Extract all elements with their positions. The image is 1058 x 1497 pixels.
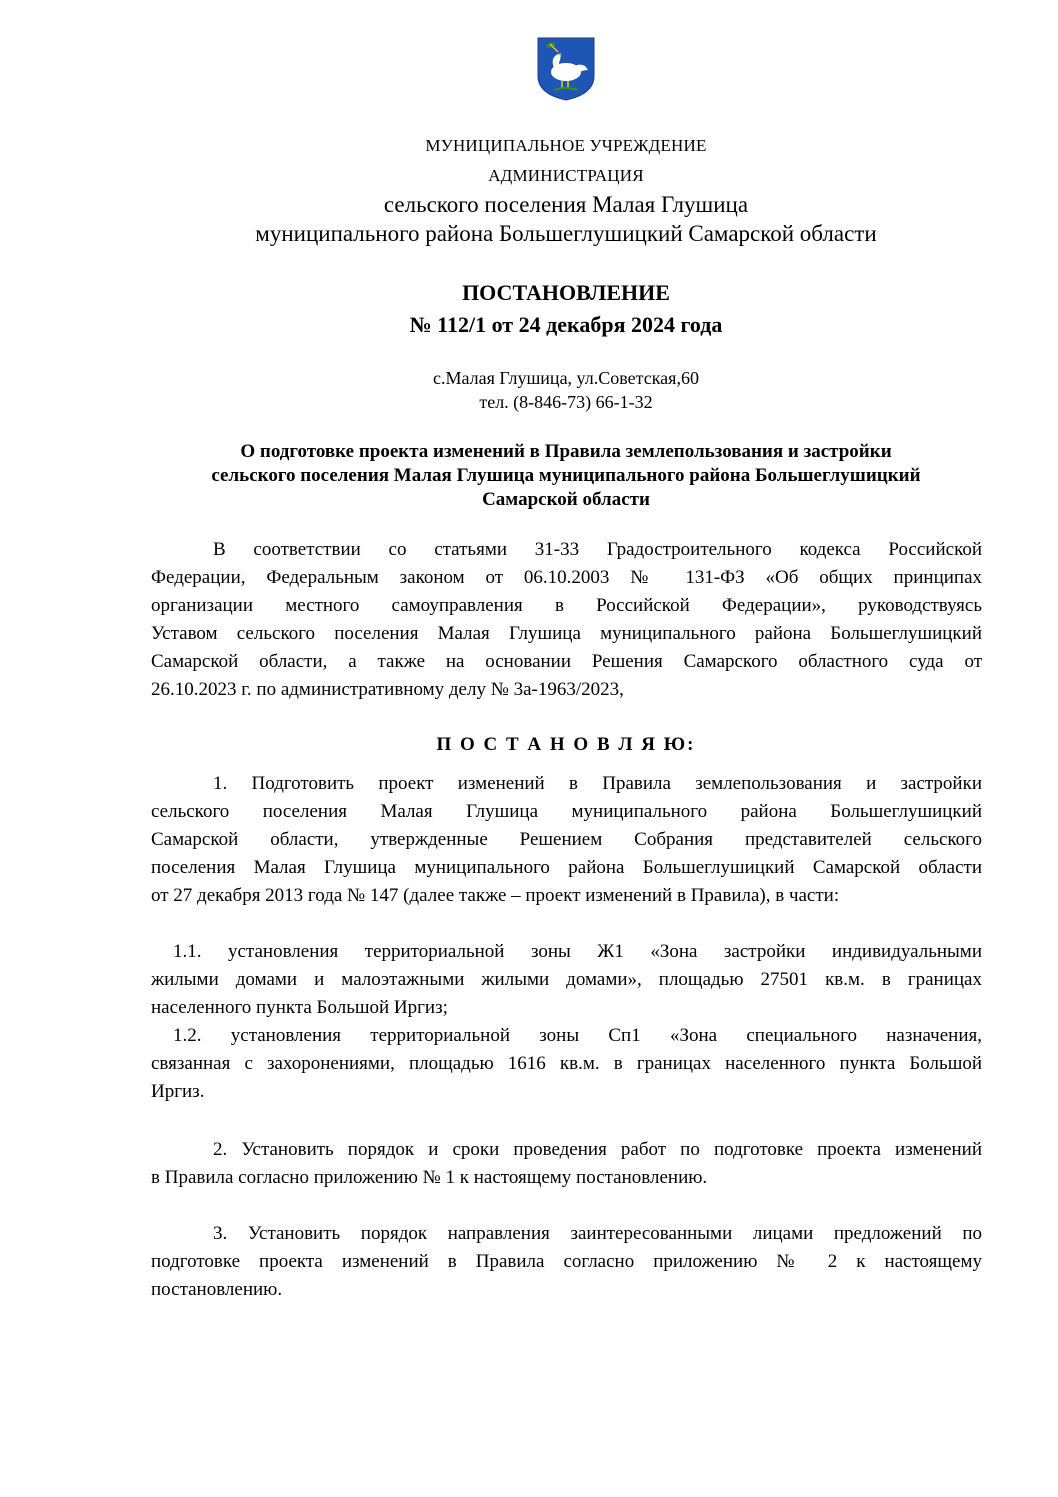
preamble-line: В соответствии со статьями 31-33 Градостроительного кодекса Российской <box>213 539 982 560</box>
address-line: с.Малая Глушица, ул.Советская,60 <box>433 368 699 388</box>
item-1-2-line: связанная с захоронениями, площадью 1616 кв.м. в границах населенного пункта Большой <box>151 1053 982 1074</box>
item-1-2-line: 1.2. установления территориальной зоны Сп1 «Зона специального назначения, <box>173 1025 982 1046</box>
document-number-date: № 112/1 от 24 декабря 2024 года <box>409 312 723 337</box>
resolve-heading: П О С Т А Н О В Л Я Ю: <box>436 734 696 755</box>
item-1-line: Самарской области, утвержденные Решением Собрания представителей сельского <box>151 829 982 850</box>
subject-heading <box>150 440 982 512</box>
item-1-2-line: Иргиз. <box>151 1081 205 1102</box>
item-3-line: 3. Установить порядок направления заинтересованными лицами предложений по <box>213 1223 982 1244</box>
preamble-line: Федерации, Федеральным законом от 06.10.2003 № 131-ФЗ «Об общих принципах <box>151 567 982 588</box>
item-1-1-line: населенного пункта Большой Иргиз; <box>151 997 448 1018</box>
item-1-line: поселения Малая Глушица муниципального района Большеглушицкий Самарской области <box>151 857 982 878</box>
document-type-title: ПОСТАНОВЛЕНИЕ <box>462 280 670 305</box>
phone-line: тел. (8-846-73) 66-1-32 <box>479 392 653 412</box>
item-1-1-line: жилыми домами и малоэтажными жилыми домами», площадью 27501 кв.м. в границах <box>151 969 982 990</box>
item-1-1-line: 1.1. установления территориальной зоны Ж1 «Зона застройки индивидуальными <box>173 941 982 962</box>
preamble-line: Самарской области, а также на основании Решения Самарского областного суда от <box>151 651 982 672</box>
item-1-paragraph <box>151 770 982 910</box>
item-2-paragraph <box>151 1136 982 1192</box>
item-2-line: в Правила согласно приложению № 1 к настоящему постановлению. <box>151 1167 708 1188</box>
preamble-paragraph <box>151 536 982 704</box>
item-1-line: 1. Подготовить проект изменений в Правила землепользования и застройки <box>213 773 982 794</box>
item-3-paragraph <box>151 1220 982 1304</box>
item-3-line: подготовке проекта изменений в Правила согласно приложению № 2 к настоящему <box>151 1251 982 1272</box>
org-line-municipal-institution: МУНИЦИПАЛЬНОЕ УЧРЕЖДЕНИЕ <box>425 136 707 155</box>
subject-line: Самарской области <box>482 489 650 510</box>
item-1-1-paragraph <box>151 938 982 1022</box>
item-1-2-paragraph <box>151 1022 982 1106</box>
org-line-administration: АДМИНИСТРАЦИЯ <box>488 166 644 185</box>
preamble-line: организации местного самоуправления в Российской Федерации», руководствуясь <box>151 595 982 616</box>
item-3-line: постановлению. <box>151 1279 283 1300</box>
preamble-line: Уставом сельского поселения Малая Глушица муниципального района Большеглушицкий <box>151 623 982 644</box>
org-line-settlement: сельского поселения Малая Глушица <box>383 192 749 217</box>
item-1-line: сельского поселения Малая Глушица муниципального района Большеглушицкий <box>151 801 982 822</box>
item-1-line: от 27 декабря 2013 года № 147 (далее также – проект изменений в Правила), в части: <box>151 885 840 906</box>
coat-of-arms-icon <box>536 36 596 102</box>
subject-line: О подготовке проекта изменений в Правила землепользования и застройки <box>240 441 892 462</box>
org-line-district: муниципального района Большеглушицкий Самарской области <box>255 221 877 246</box>
preamble-line: 26.10.2023 г. по административному делу № 3а-1963/2023, <box>151 679 624 700</box>
subject-line: сельского поселения Малая Глушица муниципального района Большеглушицкий <box>211 465 921 486</box>
item-2-line: 2. Установить порядок и сроки проведения работ по подготовке проекта изменений <box>213 1139 982 1160</box>
